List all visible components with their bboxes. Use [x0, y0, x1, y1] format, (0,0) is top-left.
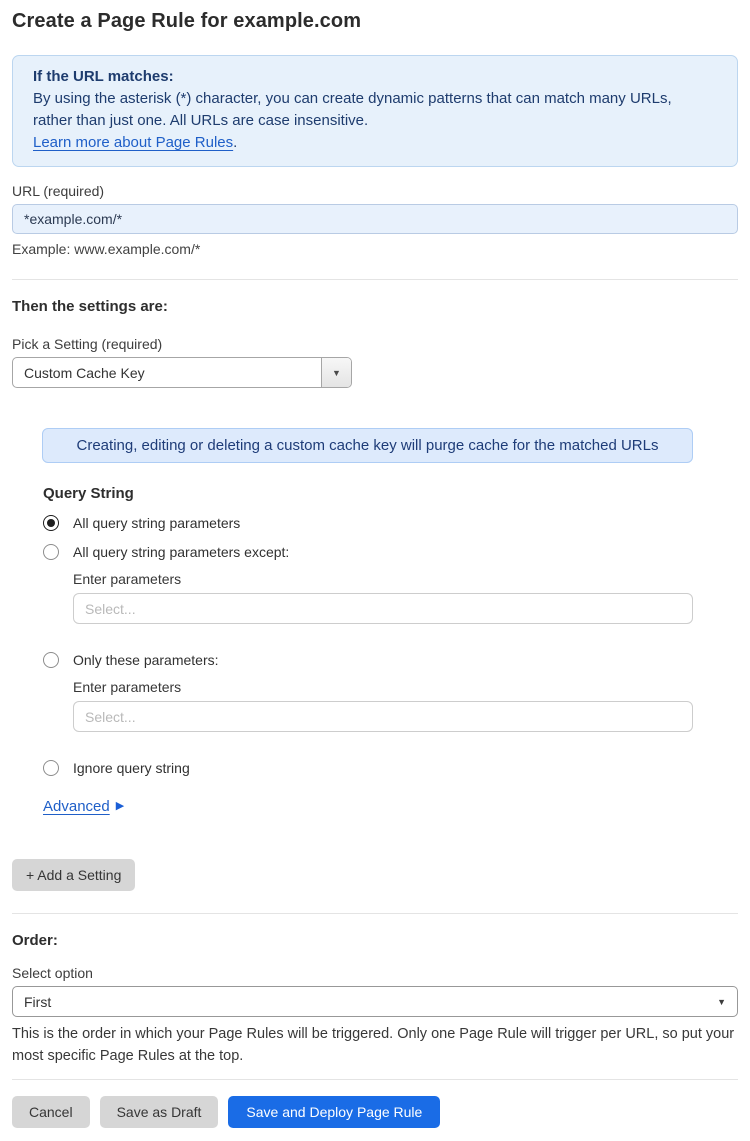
radio-option-only-params[interactable] — [43, 652, 693, 668]
advanced-toggle[interactable] — [43, 798, 693, 815]
save-as-draft-button[interactable]: Save as Draft — [100, 1096, 219, 1128]
learn-more-link[interactable]: Learn more about Page Rules — [33, 134, 234, 151]
info-box-heading: If the URL matches: — [33, 68, 174, 85]
order-select-label: Select option — [12, 965, 93, 981]
chevron-down-icon[interactable]: ▼ — [321, 358, 351, 387]
url-match-info-box — [12, 55, 738, 167]
query-string-section — [43, 485, 693, 815]
pick-setting-label: Pick a Setting (required) — [12, 336, 163, 352]
footer-actions — [12, 1096, 738, 1128]
radio-icon[interactable] — [43, 652, 59, 668]
link-suffix: . — [233, 134, 238, 151]
except-parameters-input[interactable] — [73, 593, 693, 624]
triangle-right-icon: ▶ — [115, 800, 125, 812]
info-box-body — [33, 88, 717, 132]
radio-option-label: Only these parameters: — [73, 652, 219, 668]
radio-icon[interactable] — [43, 515, 59, 531]
radio-option-label: Ignore query string — [73, 760, 190, 776]
enter-parameters-label: Enter parameters — [73, 571, 182, 587]
add-setting-button[interactable]: + Add a Setting — [12, 859, 135, 891]
settings-heading: Then the settings are: — [12, 298, 168, 315]
setting-dropdown[interactable] — [12, 357, 352, 388]
order-select-value: First — [24, 993, 52, 1010]
save-and-deploy-button[interactable]: Save and Deploy Page Rule — [228, 1096, 440, 1128]
radio-icon[interactable] — [43, 760, 59, 776]
radio-option-all-params[interactable] — [43, 515, 693, 531]
divider — [12, 1079, 738, 1080]
order-help-text: This is the order in which your Page Rules will be triggered. Only one Page Rule will trigger per URL, so put your most specific Page Rules at the top. — [12, 1026, 735, 1064]
page-title: Create a Page Rule for example.com — [12, 10, 362, 32]
divider — [12, 279, 738, 280]
cache-purge-notice: Creating, editing or deleting a custom cache key will purge cache for the matched URLs — [42, 428, 693, 463]
only-parameters-input[interactable] — [73, 701, 693, 732]
info-box-body-line-2: rather than just one. All URLs are case insensitive. — [33, 112, 369, 129]
info-box-body-line-1: By using the asterisk (*) character, you can create dynamic patterns that can match many URLs, — [33, 90, 672, 107]
advanced-link[interactable]: Advanced — [43, 798, 110, 815]
except-parameters-block — [73, 571, 693, 624]
order-heading: Order: — [12, 932, 58, 949]
url-example-text: Example: www.example.com/* — [12, 241, 201, 257]
order-select[interactable] — [12, 986, 738, 1017]
url-label: URL (required) — [12, 183, 105, 199]
info-box-link-line — [33, 132, 717, 154]
url-input[interactable] — [12, 204, 738, 234]
enter-parameters-label: Enter parameters — [73, 679, 182, 695]
radio-option-label: All query string parameters except: — [73, 544, 290, 560]
radio-option-label: All query string parameters — [73, 515, 241, 531]
setting-dropdown-value: Custom Cache Key — [24, 364, 145, 381]
divider — [12, 913, 738, 914]
radio-icon[interactable] — [43, 544, 59, 560]
radio-option-ignore-query-string[interactable] — [43, 760, 693, 776]
query-string-heading: Query String — [43, 485, 134, 502]
only-parameters-block — [73, 679, 693, 732]
chevron-down-icon: ▼ — [717, 996, 726, 1007]
radio-option-all-params-except[interactable] — [43, 544, 693, 560]
cancel-button[interactable]: Cancel — [12, 1096, 90, 1128]
